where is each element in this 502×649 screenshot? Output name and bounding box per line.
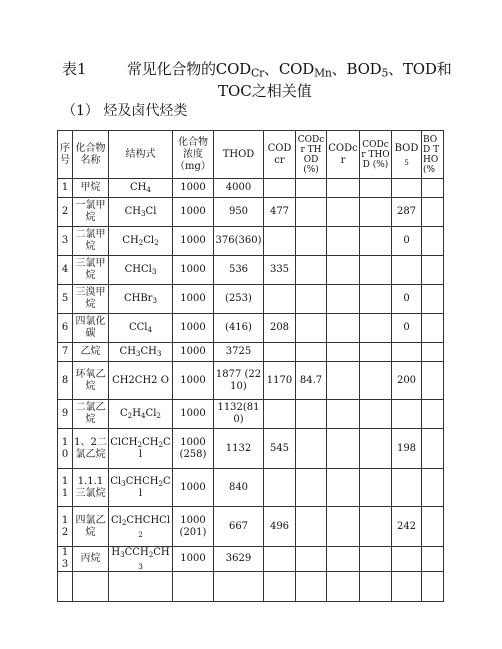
row-number: 5 bbox=[58, 285, 73, 314]
codcr-value-2 bbox=[327, 507, 360, 547]
bod-thod-ratio bbox=[422, 362, 444, 400]
structural-formula: CH2CH2 O bbox=[109, 362, 173, 400]
codcr-thod-ratio bbox=[296, 343, 327, 362]
codcr-thod-ratio-2 bbox=[360, 314, 392, 343]
structural-formula: CHCl$_3$ bbox=[109, 256, 173, 285]
codcr-thod-ratio bbox=[296, 314, 327, 343]
codcr-value-2 bbox=[327, 256, 360, 285]
header-codcr: CODcr bbox=[264, 131, 296, 179]
thod-value: 3725 bbox=[214, 343, 264, 362]
row-number: 11 bbox=[58, 469, 73, 507]
row-number: 10 bbox=[58, 429, 73, 469]
codcr-thod-ratio bbox=[296, 547, 327, 572]
compound-name: 1、2二氯乙烷 bbox=[73, 429, 109, 469]
codcr-value-2 bbox=[327, 400, 360, 429]
concentration: 1000 bbox=[173, 400, 214, 429]
codcr-thod-ratio bbox=[296, 227, 327, 256]
structural-formula: $C_2H_4Cl_2$ bbox=[109, 400, 173, 429]
header-no: 序号 bbox=[58, 131, 73, 179]
codcr-thod-ratio bbox=[296, 507, 327, 547]
section-subtitle: （1） 烃及卤代烃类 bbox=[62, 103, 188, 119]
codcr-value: 335 bbox=[264, 256, 296, 285]
row-number: 9 bbox=[58, 400, 73, 429]
row-number: 3 bbox=[58, 227, 73, 256]
codcr-thod-ratio-2 bbox=[360, 256, 392, 285]
table-row bbox=[58, 256, 444, 285]
thod-value: 1132(810) bbox=[214, 400, 264, 429]
codcr-value: 208 bbox=[264, 314, 296, 343]
compound-name: 1.1.1三氯烷 bbox=[73, 469, 109, 507]
codcr-value bbox=[264, 343, 296, 362]
thod-value: 1877 (2210) bbox=[214, 362, 264, 400]
bod5-value: 198 bbox=[392, 429, 422, 469]
structural-formula: $CH_3Cl$ bbox=[109, 198, 173, 227]
row-number: 8 bbox=[58, 362, 73, 400]
concentration: 1000 bbox=[173, 256, 214, 285]
table-row bbox=[58, 227, 444, 256]
thod-value: 1132 bbox=[214, 429, 264, 469]
bod5-value bbox=[392, 256, 422, 285]
codcr-value: 477 bbox=[264, 198, 296, 227]
codcr-thod-ratio bbox=[296, 429, 327, 469]
structural-formula: $CH_3CH_3$ bbox=[109, 343, 173, 362]
compound-name: 三氯甲烷 bbox=[73, 256, 109, 285]
codcr-thod-ratio bbox=[296, 198, 327, 227]
structural-formula bbox=[109, 572, 173, 602]
compound-name: 一氯甲烷 bbox=[73, 198, 109, 227]
compound-name: 四氯乙烷 bbox=[73, 507, 109, 547]
concentration bbox=[173, 572, 214, 602]
table-row bbox=[58, 400, 444, 429]
bod-thod-ratio bbox=[422, 572, 444, 602]
table-row bbox=[58, 285, 444, 314]
bod-thod-ratio bbox=[422, 547, 444, 572]
bod5-value bbox=[392, 547, 422, 572]
codcr-value: 1170 bbox=[264, 362, 296, 400]
table-row bbox=[58, 547, 444, 572]
table-row bbox=[58, 507, 444, 547]
structural-formula: $Cl_3CHCH_2Cl$ bbox=[109, 469, 173, 507]
codcr-value-2 bbox=[327, 362, 360, 400]
codcr-value-2 bbox=[327, 429, 360, 469]
concentration: 1000 (258) bbox=[173, 429, 214, 469]
table-row bbox=[58, 429, 444, 469]
thod-value: 950 bbox=[214, 198, 264, 227]
row-number: 7 bbox=[58, 343, 73, 362]
concentration: 1000 bbox=[173, 547, 214, 572]
codcr-value-2 bbox=[327, 314, 360, 343]
compound-name: 乙烷 bbox=[73, 343, 109, 362]
compound-name: 三溴甲烷 bbox=[73, 285, 109, 314]
header-codcr-thod: CODcr THOD (%) bbox=[296, 131, 327, 179]
codcr-value bbox=[264, 400, 296, 429]
codcr-thod-ratio bbox=[296, 400, 327, 429]
title-line-2: TOC之相关值 bbox=[218, 82, 312, 100]
thod-value: 376(360) bbox=[214, 227, 264, 256]
table-row bbox=[58, 572, 444, 602]
bod5-value: 0 bbox=[392, 314, 422, 343]
codcr-thod-ratio-2 bbox=[360, 343, 392, 362]
concentration: 1000 bbox=[173, 343, 214, 362]
concentration: 1000 bbox=[173, 469, 214, 507]
concentration: 1000 bbox=[173, 227, 214, 256]
title-line-1: 常见化合物的$COD_{Cr}$、$COD_{Mn}$、$BOD_5$、TOD和 bbox=[127, 60, 452, 80]
header-thod: THOD bbox=[214, 131, 264, 179]
compound-table bbox=[57, 130, 444, 602]
bod-thod-ratio bbox=[422, 429, 444, 469]
structural-formula: CCl$_4$ bbox=[109, 314, 173, 343]
header-bod-thod: BOD THO (% bbox=[422, 131, 444, 179]
bod-thod-ratio bbox=[422, 198, 444, 227]
header-codcr-thod-2: CODcr THOD (%) bbox=[360, 131, 392, 179]
codcr-value-2 bbox=[327, 547, 360, 572]
codcr-thod-ratio bbox=[296, 469, 327, 507]
compound-name: 四氯化碳 bbox=[73, 314, 109, 343]
thod-value: 536 bbox=[214, 256, 264, 285]
bod-thod-ratio bbox=[422, 469, 444, 507]
codcr-thod-ratio-2 bbox=[360, 547, 392, 572]
compound-name: 环氧乙烷 bbox=[73, 362, 109, 400]
codcr-value bbox=[264, 179, 296, 198]
codcr-thod-ratio-2 bbox=[360, 429, 392, 469]
row-number: 12 bbox=[58, 507, 73, 547]
table-row bbox=[58, 198, 444, 227]
bod-thod-ratio bbox=[422, 343, 444, 362]
bod5-value: 0 bbox=[392, 227, 422, 256]
codcr-thod-ratio: 84.7 bbox=[296, 362, 327, 400]
bod5-value bbox=[392, 400, 422, 429]
codcr-thod-ratio bbox=[296, 179, 327, 198]
bod-thod-ratio bbox=[422, 400, 444, 429]
row-number: 4 bbox=[58, 256, 73, 285]
bod-thod-ratio bbox=[422, 507, 444, 547]
bod-thod-ratio bbox=[422, 227, 444, 256]
codcr-value-2 bbox=[327, 198, 360, 227]
compound-name: 二氯甲烷 bbox=[73, 227, 109, 256]
structural-formula: $CH_4$ bbox=[109, 179, 173, 198]
header-codcr-2: CODcr bbox=[327, 131, 360, 179]
thod-value: 840 bbox=[214, 469, 264, 507]
header-conc: 化合物浓度（mg） bbox=[173, 131, 214, 179]
concentration: 1000 (201) bbox=[173, 507, 214, 547]
bod5-value: 0 bbox=[392, 285, 422, 314]
codcr-thod-ratio-2 bbox=[360, 507, 392, 547]
row-number: 1 bbox=[58, 179, 73, 198]
thod-value: 3629 bbox=[214, 547, 264, 572]
concentration: 1000 bbox=[173, 285, 214, 314]
codcr-value-2 bbox=[327, 179, 360, 198]
codcr-value bbox=[264, 285, 296, 314]
row-number: 2 bbox=[58, 198, 73, 227]
codcr-thod-ratio bbox=[296, 256, 327, 285]
codcr-thod-ratio-2 bbox=[360, 400, 392, 429]
codcr-thod-ratio-2 bbox=[360, 362, 392, 400]
table-row bbox=[58, 362, 444, 400]
concentration: 1000 bbox=[173, 362, 214, 400]
thod-value: (253) bbox=[214, 285, 264, 314]
codcr-thod-ratio-2 bbox=[360, 179, 392, 198]
row-number: 13 bbox=[58, 547, 73, 572]
bod5-value bbox=[392, 469, 422, 507]
concentration: 1000 bbox=[173, 314, 214, 343]
codcr-value bbox=[264, 572, 296, 602]
bod-thod-ratio bbox=[422, 314, 444, 343]
bod-thod-ratio bbox=[422, 285, 444, 314]
header-bod5: $BOD_5$ bbox=[392, 131, 422, 179]
codcr-value-2 bbox=[327, 343, 360, 362]
thod-value: (416) bbox=[214, 314, 264, 343]
bod-thod-ratio bbox=[422, 179, 444, 198]
concentration: 1000 bbox=[173, 179, 214, 198]
thod-value: 667 bbox=[214, 507, 264, 547]
structural-formula: CHBr$_3$ bbox=[109, 285, 173, 314]
structural-formula: $CH_2Cl_2$ bbox=[109, 227, 173, 256]
header-row bbox=[58, 131, 444, 179]
codcr-thod-ratio-2 bbox=[360, 572, 392, 602]
codcr-value-2 bbox=[327, 285, 360, 314]
codcr-thod-ratio bbox=[296, 572, 327, 602]
codcr-value bbox=[264, 469, 296, 507]
bod5-value bbox=[392, 572, 422, 602]
table-row bbox=[58, 469, 444, 507]
structural-formula: $Cl_2CHCHCl_2$ bbox=[109, 507, 173, 547]
concentration: 1000 bbox=[173, 198, 214, 227]
table-row bbox=[58, 179, 444, 198]
compound-name: 甲烷 bbox=[73, 179, 109, 198]
codcr-value-2 bbox=[327, 227, 360, 256]
codcr-thod-ratio-2 bbox=[360, 285, 392, 314]
table-number: 表1 bbox=[62, 60, 87, 78]
header-formula: 结构式 bbox=[109, 131, 173, 179]
codcr-value: 545 bbox=[264, 429, 296, 469]
codcr-value bbox=[264, 227, 296, 256]
bod5-value: 242 bbox=[392, 507, 422, 547]
structural-formula: $H_3CCH_2CH_3$ bbox=[109, 547, 173, 572]
header-name: 化合物名称 bbox=[73, 131, 109, 179]
thod-value bbox=[214, 572, 264, 602]
codcr-thod-ratio-2 bbox=[360, 198, 392, 227]
row-number bbox=[58, 572, 73, 602]
codcr-thod-ratio-2 bbox=[360, 227, 392, 256]
compound-name: 二氯乙烷 bbox=[73, 400, 109, 429]
thod-value: 4000 bbox=[214, 179, 264, 198]
codcr-value-2 bbox=[327, 572, 360, 602]
bod5-value bbox=[392, 343, 422, 362]
row-number: 6 bbox=[58, 314, 73, 343]
table-row bbox=[58, 343, 444, 362]
codcr-value-2 bbox=[327, 469, 360, 507]
compound-name bbox=[73, 572, 109, 602]
structural-formula: $ClCH_2CH_2Cl$ bbox=[109, 429, 173, 469]
bod5-value bbox=[392, 179, 422, 198]
codcr-value: 496 bbox=[264, 507, 296, 547]
bod-thod-ratio bbox=[422, 256, 444, 285]
bod5-value: 200 bbox=[392, 362, 422, 400]
codcr-value bbox=[264, 547, 296, 572]
bod5-value: 287 bbox=[392, 198, 422, 227]
codcr-thod-ratio-2 bbox=[360, 469, 392, 507]
codcr-thod-ratio bbox=[296, 285, 327, 314]
compound-name: 丙烷 bbox=[73, 547, 109, 572]
table-row bbox=[58, 314, 444, 343]
